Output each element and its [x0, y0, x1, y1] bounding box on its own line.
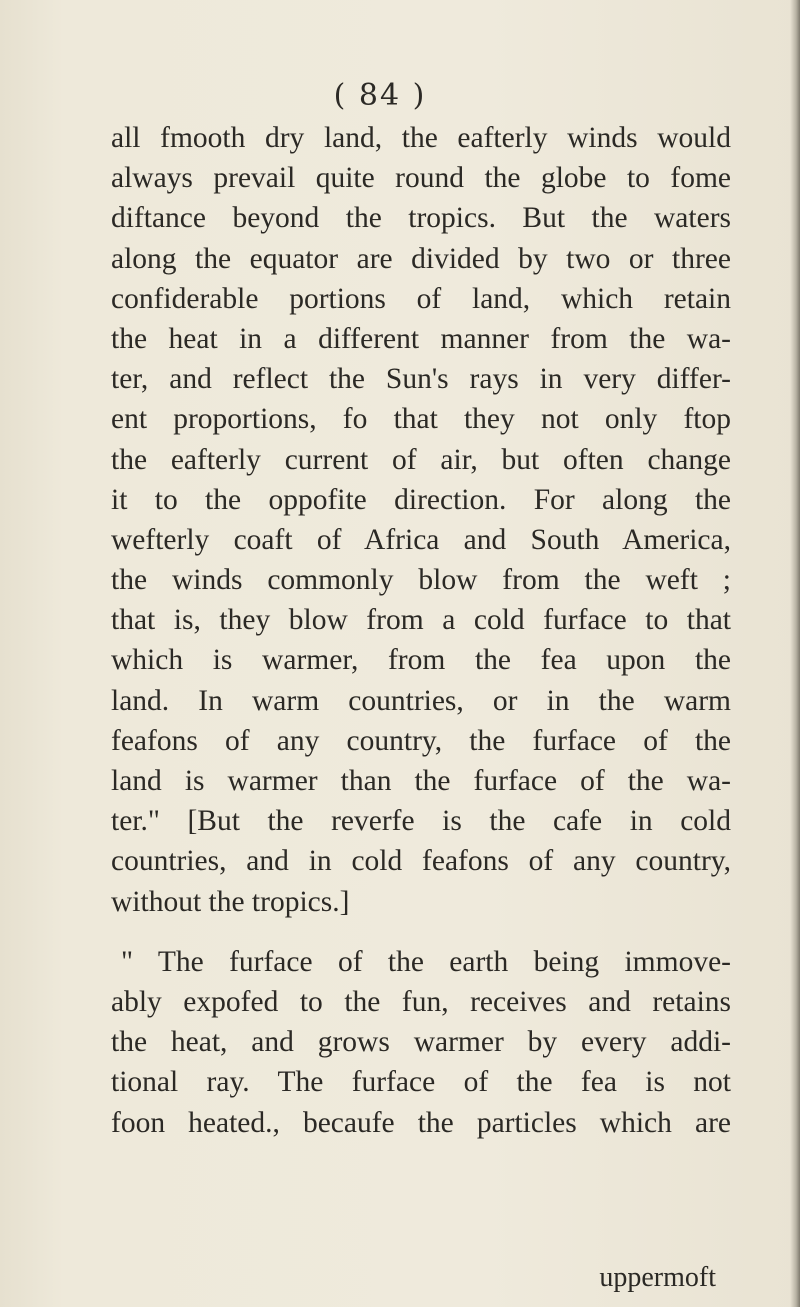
- text-line: countries, and in cold feafons of any country,: [111, 845, 731, 878]
- text-line: diftance beyond the tropics. But the waters: [111, 202, 731, 235]
- text-line: land is warmer than the furface of the wa-: [111, 765, 731, 797]
- text-line: the heat, and grows warmer by every addi-: [111, 1026, 731, 1059]
- body-text: [111, 118, 731, 1143]
- text-line: the heat in a different manner from the wa-: [111, 322, 731, 355]
- page-edge-shadow: [790, 0, 800, 1307]
- text-line: land. In warm countries, or in the warm: [111, 684, 731, 717]
- text-line: confiderable portions of land, which retain: [111, 282, 731, 315]
- text-line: without the tropics.]: [111, 885, 350, 918]
- text-line: ent proportions, fo that they not only ftop: [111, 403, 731, 436]
- text-line: ter." [But the reverfe is the cafe in cold: [111, 805, 731, 838]
- text-line: that is, they blow from a cold furface to that: [111, 604, 731, 637]
- text-line: it to the oppofite direction. For along the: [111, 483, 731, 516]
- text-line: wefterly coaft of Africa and South America,: [111, 523, 731, 556]
- text-line: the winds commonly blow from the weft ;: [111, 564, 731, 597]
- paragraph-gap: [111, 922, 731, 942]
- text-line: all fmooth dry land, the eafterly winds would: [111, 122, 731, 154]
- text-line: which is warmer, from the fea upon the: [111, 644, 731, 677]
- text-line: the eafterly current of air, but often change: [111, 443, 731, 476]
- text-line: " The furface of the earth being immove-: [121, 945, 731, 978]
- text-line: ter, and reflect the Sun's rays in very differ-: [111, 363, 731, 396]
- text-line: feafons of any country, the furface of the: [111, 724, 731, 757]
- text-line: along the equator are divided by two or three: [111, 242, 731, 275]
- catchword: uppermoft: [599, 1262, 716, 1293]
- text-line: foon heated., becaufe the particles which are: [111, 1106, 731, 1139]
- text-line: ably expofed to the fun, receives and retains: [111, 985, 731, 1018]
- text-line: tional ray. The furface of the fea is not: [111, 1066, 731, 1099]
- text-line: always prevail quite round the globe to fome: [111, 162, 731, 195]
- page-number: ( 84 ): [333, 78, 427, 113]
